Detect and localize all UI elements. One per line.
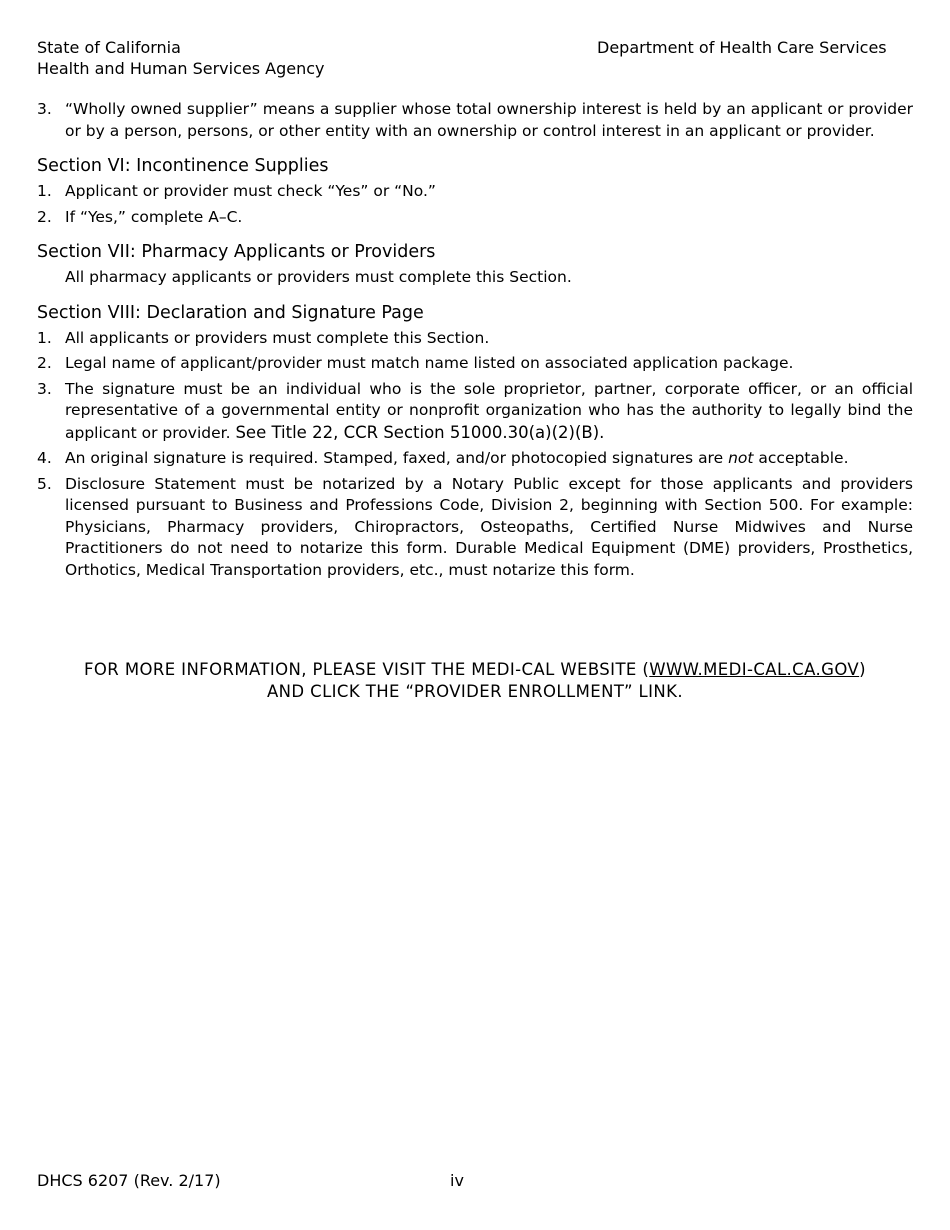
item-text: Legal name of applicant/provider must match name listed on associated application package. [65,354,794,372]
item-number: 2. [37,354,52,372]
info-line-2: AND CLICK THE “PROVIDER ENROLLMENT” LINK. [266,682,684,701]
info-line-1 [37,659,913,681]
item-number: 4. [37,449,52,467]
section-8-title: Section VIII: Declaration and Signature Page [37,302,424,323]
item-number: 2. [37,207,52,226]
info-text-before: FOR MORE INFORMATION, PLEASE VISIT THE MEDI-CAL WEBSITE ( [84,660,650,679]
more-info-notice [37,659,913,703]
medi-cal-website-link[interactable]: WWW.MEDI-CAL.CA.GOV [649,660,860,679]
item-text: If “Yes,” complete A–C. [65,207,243,226]
document-body [37,99,913,585]
item-text [65,448,913,470]
list-item [37,99,913,142]
list-item [37,474,913,582]
item-number: 5. [37,474,52,493]
list-item [37,448,913,470]
info-text-after: ) [859,660,866,679]
item-text: All applicants or providers must complete this Section. [65,328,490,347]
page-number: iv [450,1171,464,1190]
regulation-reference: See Title 22, CCR Section 51000.30(a)(2)(B). [235,422,605,442]
header-state: State of California [37,38,181,57]
item-number: 3. [37,379,52,398]
section-7-title: Section VII: Pharmacy Applicants or Providers [37,242,436,262]
item-number: 3. [37,100,52,118]
item-text: Applicant or provider must check “Yes” or “No.” [65,182,436,200]
list-item [37,328,913,350]
list-item [37,181,913,203]
item-text-after: acceptable. [758,449,849,467]
emphasis-not: not [728,449,754,467]
list-item [37,207,913,229]
item-text: “Wholly owned supplier” means a supplier whose total ownership interest is held by an applicant or provider or by a person, persons, or other entity with an ownership or control interest in an applicant or provider. [65,100,913,140]
form-id: DHCS 6207 (Rev. 2/17) [37,1171,221,1190]
item-number: 1. [37,328,52,347]
signature-requirement-text: The signature must be an individual who is the sole proprietor, partner, corporate officer, or an official representative of a governmental entity or nonprofit organization who has the authority to legally bind the applicant or provider. [65,379,913,442]
header-agency [37,37,325,79]
section-6-title: Section VI: Incontinence Supplies [37,156,329,176]
list-item [37,353,913,375]
section-7-text: All pharmacy applicants or providers must complete this Section. [65,268,572,286]
item-number: 1. [37,182,52,200]
header-agency-name: Health and Human Services Agency [37,59,325,78]
item-text [65,379,913,445]
item-text: Disclosure Statement must be notarized by a Notary Public except for those applicants and providers licensed pursuant to Business and Professions Code, Division 2, beginning with Section 500. For example: Physicians, Pharmacy providers, Chiropractors, Osteopaths, Certified Nurse Midwives and Nurse Practitioners do not need to notarize this form. Durable Medical Equipment (DME) providers, Prosthetics, Orthotics, Medical Transportation providers, etc., must notarize this form. [65,474,913,579]
item-text-before: An original signature is required. Stamped, faxed, and/or photocopied signatures are [65,449,724,467]
header-department: Department of Health Care Services [597,38,887,57]
list-item [37,379,913,445]
